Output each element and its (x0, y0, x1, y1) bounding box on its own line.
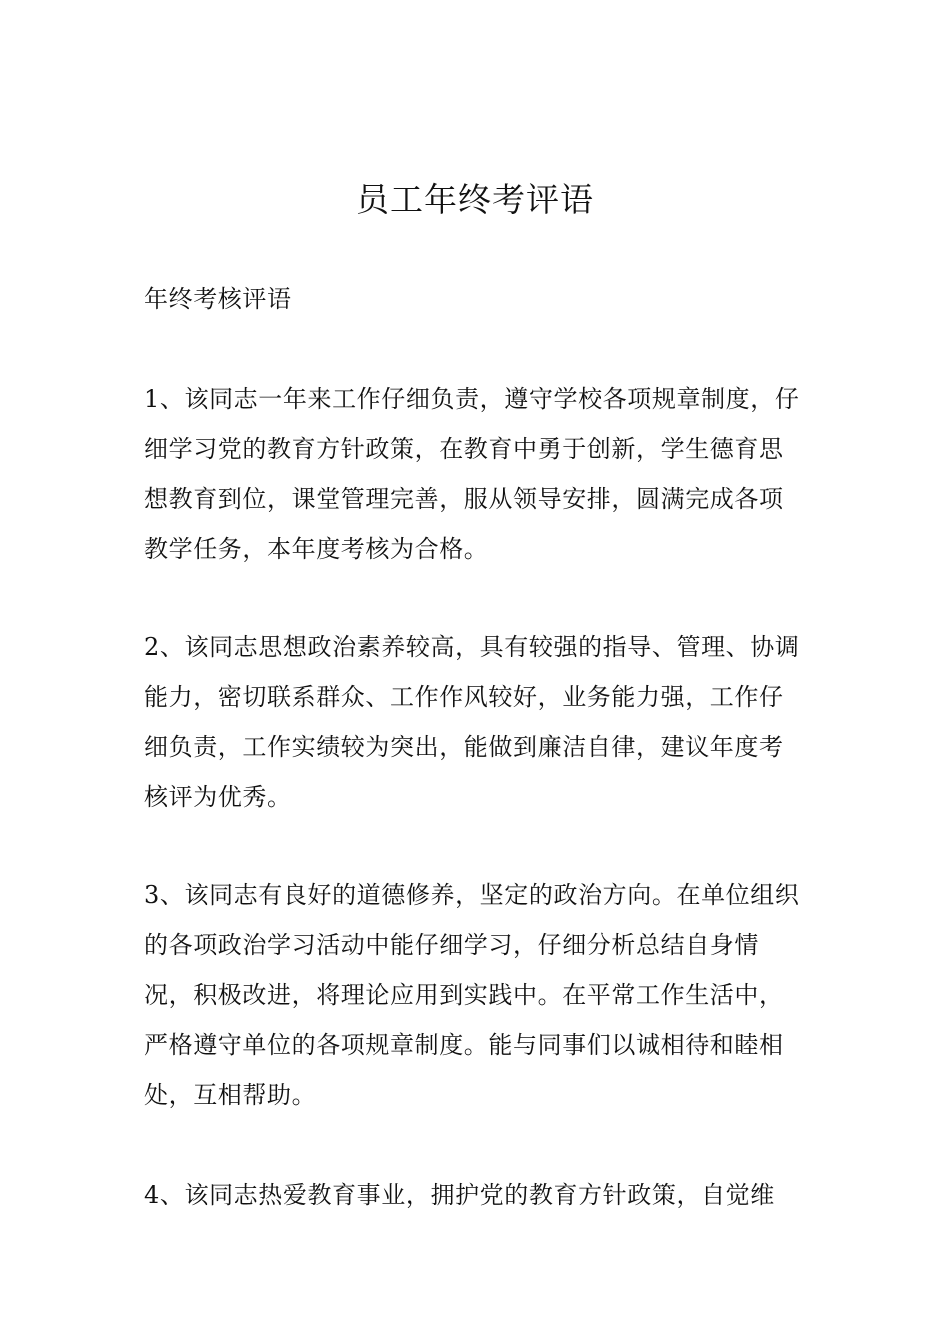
paragraph-4: 4、该同志热爱教育事业，拥护党的教育方针政策，自觉维 (144, 1181, 775, 1209)
document-title: 员工年终考评语 (356, 180, 594, 219)
section-heading: 年终考核评语 (144, 285, 292, 313)
paragraph-2: 2、该同志思想政治素养较高，具有较强的指导、管理、协调能力，密切联系群众、工作作风较好，业务能力强，工作仔细负责，工作实绩较为突出，能做到廉洁自律，建议年度考核评为优秀。 (144, 633, 800, 811)
paragraph-1: 1、该同志一年来工作仔细负责，遵守学校各项规章制度，仔细学习党的教育方针政策，在教育中勇于创新，学生德育思想教育到位，课堂管理完善，服从领导安排，圆满完成各项教学任务，本年度考核为合格。 (144, 385, 800, 563)
paragraph-3: 3、该同志有良好的道德修养，坚定的政治方向。在单位组织的各项政治学习活动中能仔细学习，仔细分析总结自身情况，积极改进，将理论应用到实践中。在平常工作生活中，严格遵守单位的各项规章制度。能与同事们以诚相待和睦相处，互相帮助。 (144, 881, 800, 1109)
